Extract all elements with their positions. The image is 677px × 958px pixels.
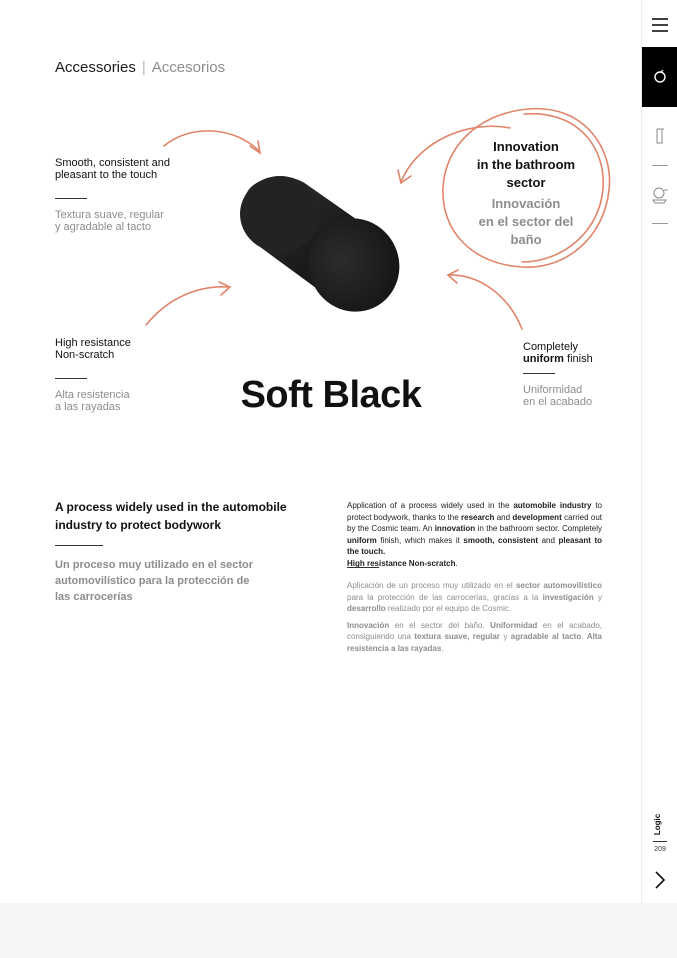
- process-en-1: A process widely used in the automobile: [55, 500, 287, 514]
- collection-label: [654, 812, 666, 838]
- feature-uniform-es-2: en el acabado: [523, 396, 593, 408]
- feature-resistance-en-1: High resistance: [55, 337, 131, 349]
- footer-band: [0, 903, 677, 958]
- soap-dish-icon[interactable]: [649, 184, 671, 206]
- process-es-1: Un proceso muy utilizado en el sector: [55, 559, 254, 571]
- sidebar-page-separator: [653, 841, 667, 842]
- innovation-es-3: baño: [510, 232, 542, 247]
- feature-smooth-es-1: Textura suave, regular: [55, 209, 164, 221]
- process-title-es: [55, 557, 285, 605]
- innovation-callout: [460, 138, 592, 249]
- body-es-paragraph-1: [347, 580, 602, 615]
- body-es-bold: Innovación: [347, 620, 390, 630]
- sidebar-item-round-accessory[interactable]: [642, 47, 677, 107]
- body-en-text: and: [494, 512, 513, 522]
- arrow-resistance: [146, 287, 229, 325]
- feature-smooth-es-2: y agradable al tacto: [55, 221, 152, 233]
- feature-uniform-en-bold: uniform: [523, 353, 564, 365]
- body-es-text: realizado por el equipo de Cosmic.: [385, 604, 512, 613]
- page-number: 209: [654, 846, 666, 853]
- process-title-en: [55, 498, 305, 534]
- innovation-en-3: sector: [506, 175, 546, 190]
- header-separator: |: [141, 59, 146, 76]
- body-en-text: Application of a process widely used in the: [347, 501, 514, 510]
- feature-resistance-en-2: Non-scratch: [55, 349, 115, 361]
- product-title: Soft Black: [240, 374, 422, 416]
- feature-uniform-en-rest: finish: [563, 353, 593, 365]
- body-en-bold: pleasant to the touch.: [347, 535, 602, 556]
- body-en-text: in the bathroom sector. Completely: [475, 524, 602, 533]
- sidebar-separator: [652, 165, 668, 166]
- collection-name: Logic: [653, 813, 663, 836]
- body-es-text: .: [441, 643, 444, 653]
- process-es-2: automovilístico para la protección de: [55, 575, 250, 587]
- body-en-bold: automobile industry: [513, 501, 592, 510]
- arrow-uniform-head: [448, 270, 458, 283]
- feature-smooth-en-1: Smooth, consistent and: [55, 157, 170, 169]
- body-es-text: y: [499, 632, 511, 641]
- body-es-bold: investigación: [542, 592, 594, 602]
- body-en-text: finish, which makes it: [376, 535, 464, 545]
- round-accessory-icon: [651, 68, 669, 86]
- body-es-bold: Uniformidad: [490, 620, 538, 630]
- header-title-en: Accessories: [55, 59, 136, 76]
- body-en-text: carried out by the Cosmic team. An: [347, 512, 602, 533]
- feature-uniform-es-1: Uniformidad: [523, 384, 583, 396]
- innovation-es-1: Innovación: [491, 196, 561, 211]
- body-es-bold: textura suave, regular: [414, 632, 500, 641]
- body-es-text: en el acabado, consiguiendo una: [347, 620, 602, 641]
- body-en-bold: High resistance Non-scratch: [347, 558, 456, 568]
- body-es-text: para la protección de las carrocerías, gracias a la: [347, 592, 543, 602]
- arrow-uniform: [448, 275, 522, 329]
- chevron-right-icon[interactable]: [650, 870, 670, 890]
- body-es-text: en el sector del baño.: [389, 620, 491, 630]
- body-en-bold: innovation: [434, 524, 476, 533]
- body-en-bold: research: [461, 512, 495, 522]
- body-es-bold: sector automovilístico: [515, 581, 602, 590]
- header-title-es: Accesorios: [151, 59, 226, 76]
- feature-resistance-es-2: a las rayadas: [55, 401, 121, 413]
- innovation-en-2: in the bathroom: [476, 157, 576, 172]
- arrow-resistance-head: [219, 282, 230, 295]
- body-rule: [347, 567, 379, 568]
- process-es-3: las carrocerías: [55, 591, 133, 603]
- arrow-smooth: [164, 131, 260, 152]
- feature-resistance-es-1: Alta resistencia: [55, 389, 130, 401]
- body-es-bold: agradable al tacto: [510, 632, 582, 641]
- body-en-bold: smooth, consistent: [463, 535, 539, 545]
- body-es-bold: Alta resistencia a las rayadas: [347, 632, 602, 653]
- feature-smooth-en-2: pleasant to the touch: [55, 169, 158, 181]
- body-es-bold: desarrollo: [347, 604, 386, 613]
- innovation-es-2: en el sector del: [478, 214, 574, 229]
- menu-icon[interactable]: [649, 14, 671, 36]
- product-image: [236, 170, 406, 320]
- body-es-text: y: [593, 592, 602, 602]
- sidebar-separator: [652, 223, 668, 224]
- body-es-text: Aplicación de un proceso muy utilizado en el: [347, 581, 516, 590]
- body-en-text: and: [538, 535, 559, 545]
- body-en-text: .: [455, 558, 458, 568]
- innovation-en-1: Innovation: [493, 139, 559, 154]
- feature-uniform-en-1: Completely: [523, 341, 579, 353]
- body-en-bold: uniform: [347, 535, 377, 545]
- process-rule: [55, 545, 103, 546]
- body-es-paragraph-2: [347, 620, 602, 655]
- body-text-es: [347, 580, 602, 659]
- body-en-text: to protect bodywork, thanks to the: [347, 501, 602, 522]
- sidebar-divider: [641, 0, 642, 903]
- body-en-bold: development: [512, 512, 562, 522]
- body-text-en: [347, 500, 602, 569]
- process-en-2: industry to protect bodywork: [55, 518, 222, 532]
- body-es-text: .: [581, 632, 587, 641]
- hook-base: [240, 176, 320, 252]
- towel-bar-icon[interactable]: [649, 125, 671, 147]
